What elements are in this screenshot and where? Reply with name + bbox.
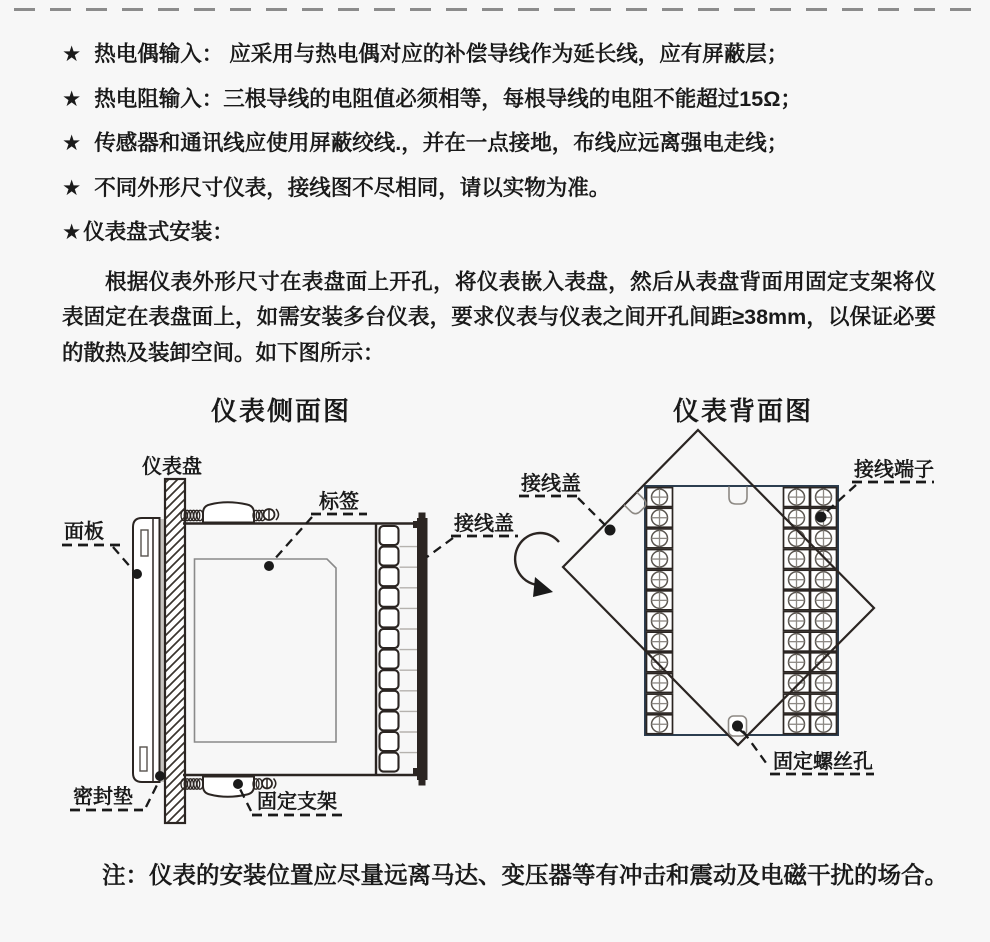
- screw-hole-label: 固定螺丝孔: [773, 751, 873, 773]
- cover-tab-top: [413, 521, 417, 528]
- wiring-cover-label-side: 接线盖: [454, 513, 514, 535]
- gasket-label: 密封垫: [73, 786, 133, 808]
- fixing-bracket-bottom: [203, 777, 254, 797]
- list-item-text: 不同外形尺寸仪表，接线图不尽相同，请以实物为准。: [94, 175, 611, 200]
- rotation-arrow: [515, 533, 559, 585]
- list-item-text: 热电阻输入：三根导线的电阻值必须相等，每根导线的电阻不能超过15Ω；: [94, 86, 802, 111]
- rotation-arrowhead: [533, 577, 553, 597]
- cover-tab-bottom: [413, 768, 417, 775]
- sticker-outline: [195, 559, 337, 742]
- panel-wall-hatch: [165, 479, 185, 823]
- star-bullet-icon: ★: [62, 175, 82, 200]
- bottom-note: 注：仪表的安装位置应尽量远离马达、变压器等有冲击和震动及电磁干扰的场合。: [102, 862, 948, 888]
- top-tab: [729, 487, 747, 505]
- star-bullet-icon: ★: [62, 86, 82, 111]
- sticker-label: 标签: [319, 491, 359, 513]
- terminal-screws: [647, 488, 837, 734]
- leader-dot: [233, 779, 243, 789]
- screw-hole-leader: [743, 731, 769, 767]
- front-bezel: [133, 518, 160, 782]
- front-panel-label: 面板: [64, 521, 104, 543]
- back-view-title: 仪表背面图: [673, 397, 814, 426]
- bracket-label: 固定支架: [257, 791, 337, 813]
- leader-dot: [264, 561, 274, 571]
- bezel-slot-top: [141, 530, 148, 556]
- back-view-diagram: [515, 430, 934, 774]
- leader-dot: [816, 512, 827, 523]
- section-heading-text: 仪表盘式安装：: [83, 220, 234, 244]
- wiring-cover-leader-side: [427, 538, 453, 557]
- fixing-bracket-top: [203, 502, 254, 522]
- installation-paragraph: 根据仪表外形尺寸在表盘面上开孔，将仪表嵌入表盘，然后从表盘背面用固定支架将仪表固定在表盘面上，如需安装多台仪表，要求仪表与仪表之间开孔间距≥38mm，以保证必要的散热及装卸空间。如下图所示：: [62, 269, 936, 365]
- side-view-title: 仪表侧面图: [211, 397, 352, 426]
- cover-cap-bottom: [419, 780, 426, 786]
- front-panel-leader: [113, 547, 133, 570]
- panel-board-label: 仪表盘: [142, 456, 202, 478]
- list-item-text: 传感器和通讯线应使用屏蔽绞线.，并在一点接地，布线应远离强电走线；: [94, 131, 789, 155]
- terminals-label: 接线端子: [854, 459, 934, 481]
- star-bullet-icon: ★: [62, 42, 82, 66]
- cover-cap-top: [419, 513, 426, 519]
- side-view-diagram: [62, 454, 518, 823]
- star-bullet-icon: ★: [62, 220, 82, 244]
- bezel-slot-bottom: [140, 747, 147, 771]
- wiring-cover-leader-back: [578, 498, 606, 526]
- terminal-strip: [380, 526, 418, 772]
- wiring-cover-bar: [417, 518, 428, 780]
- list-item-text: 热电偶输入： 应采用与热电偶对应的补偿导线作为延长线，应有屏蔽层；: [94, 42, 789, 66]
- wiring-cover-label-back: 接线盖: [521, 473, 581, 495]
- leader-dot: [132, 569, 142, 579]
- star-bullet-icon: ★: [62, 131, 82, 155]
- leader-dot: [155, 771, 165, 781]
- gasket-leader: [146, 781, 159, 807]
- leader-dot: [605, 525, 616, 536]
